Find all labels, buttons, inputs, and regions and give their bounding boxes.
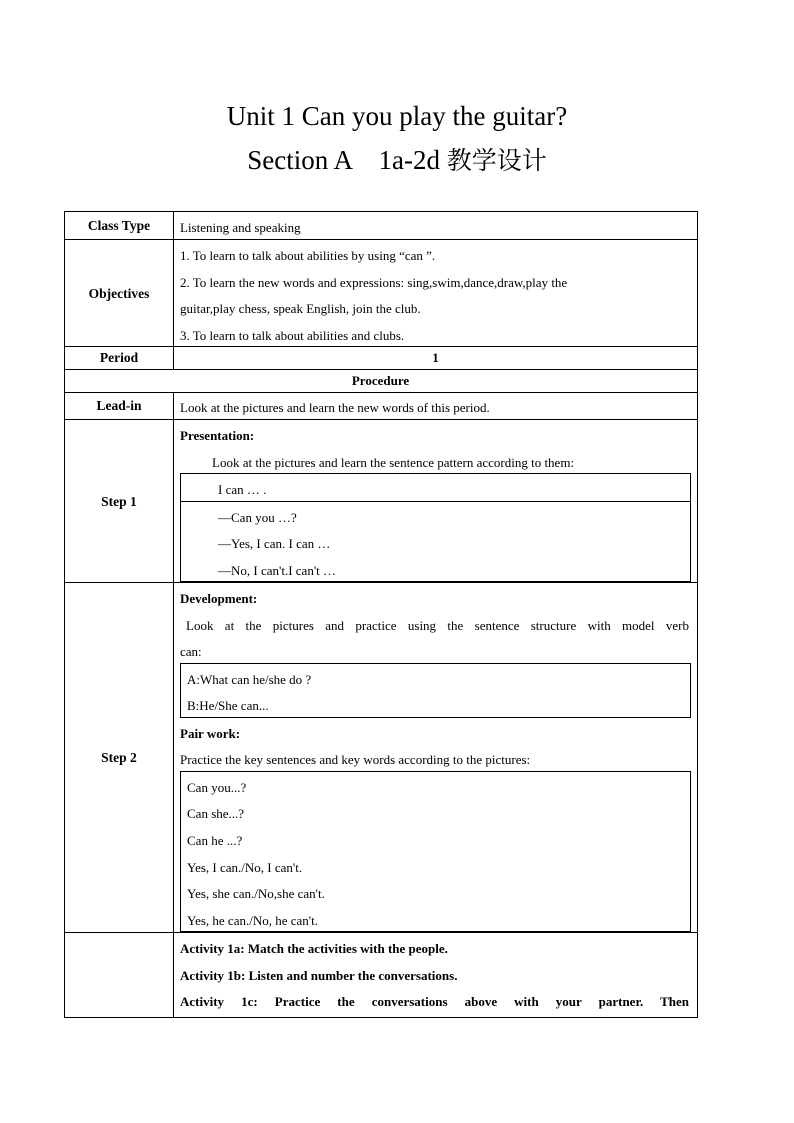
step2-label: Step 2 (101, 750, 137, 765)
objectives-label: Objectives (88, 286, 150, 301)
class-type-value: Listening and speaking (180, 220, 301, 235)
step1-label: Step 1 (101, 494, 137, 509)
step2-intro-line2: can: (180, 644, 202, 659)
period-value: 1 (432, 350, 439, 365)
step2-model-line: A:What can he/she do ? (187, 672, 312, 687)
lead-in-label: Lead-in (96, 398, 142, 413)
class-type-label: Class Type (87, 218, 151, 233)
pair-work-line: Can he ...? (187, 833, 243, 848)
section-code: 1a-2d (378, 145, 440, 175)
pair-work-line: Can she...? (187, 806, 245, 821)
procedure-heading: Procedure (351, 373, 410, 388)
step1-box-line: —Can you …? (218, 510, 297, 525)
activity-line: Activity 1c: Practice the conversations above with your partner. Then (180, 994, 689, 1009)
step1-heading: Presentation: (180, 428, 255, 443)
activity-line: Activity 1b: Listen and number the conversations. (180, 968, 458, 983)
pair-work-line: Yes, he can./No, he can't. (187, 913, 318, 928)
section-cjk: 教学设计 (446, 146, 547, 175)
step2-heading: Development: (180, 591, 258, 606)
step2-intro-line1: Look at the pictures and practice using the sentence structure with model verb (186, 618, 689, 633)
step1-box-line: —No, I can't.I can't … (218, 563, 337, 578)
objective-line: guitar,play chess, speak English, join the club. (180, 301, 421, 316)
step1-box-top: I can … . (218, 482, 267, 497)
step2-model-line: B:He/She can... (187, 698, 269, 713)
pair-work-box (180, 771, 691, 932)
lead-in-value: Look at the pictures and learn the new words of this period. (180, 400, 490, 415)
step1-box-line: —Yes, I can. I can … (218, 536, 331, 551)
activity-line: Activity 1a: Match the activities with the people. (180, 941, 448, 956)
document-subtitle (0, 140, 794, 181)
objective-line: 1. To learn to talk about abilities by using “can ”. (180, 248, 436, 263)
period-label: Period (99, 350, 139, 365)
step1-intro: Look at the pictures and learn the sentence pattern according to them: (212, 455, 575, 470)
pair-work-line: Yes, she can./No,she can't. (187, 886, 325, 901)
objective-line: 2. To learn the new words and expressions: sing,swim,dance,draw,play the (180, 275, 568, 290)
document-title: Unit 1 Can you play the guitar? (226, 101, 568, 131)
pair-work-line: Yes, I can./No, I can't. (187, 860, 303, 875)
objective-line: 3. To learn to talk about abilities and clubs. (180, 328, 405, 343)
pair-work-heading: Pair work: (180, 726, 241, 741)
pair-work-intro: Practice the key sentences and key words according to the pictures: (180, 752, 531, 767)
section-label: Section A (247, 145, 352, 175)
pair-work-line: Can you...? (187, 780, 247, 795)
